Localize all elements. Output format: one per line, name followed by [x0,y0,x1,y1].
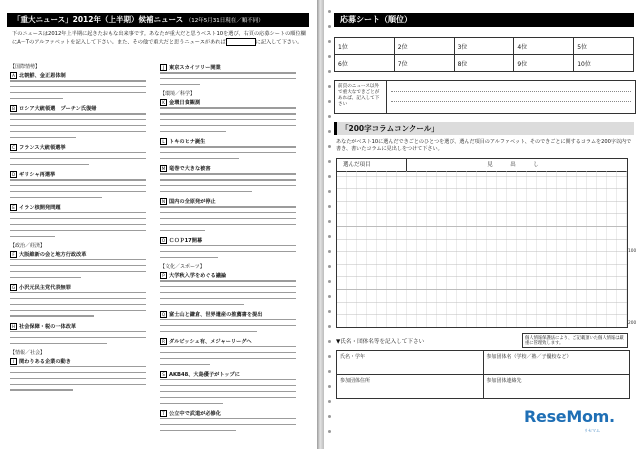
rank-cell[interactable]: 2位 [394,38,454,55]
news-item [160,64,301,89]
news-item-heading [160,138,301,145]
rank-cell[interactable]: 1位 [335,38,395,55]
rank-cell[interactable]: 9位 [514,55,574,72]
news-body-text [160,417,301,435]
news-letter: C [10,144,17,151]
privacy-notice: 個人情報保護法により、ご記載頂いた個人情報は厳重に管理致します。 [522,333,628,348]
center-binding [317,0,324,449]
write-line [391,101,631,102]
punch-hole [328,430,331,433]
news-item-heading [160,165,301,172]
news-item [160,410,301,435]
punch-hole [328,325,331,328]
punch-hole [328,40,331,43]
news-item-heading [160,237,301,244]
selected-item-label: 選んだ項目 [337,159,407,171]
punch-hole [328,310,331,313]
news-item-heading [10,323,151,330]
news-letter: D [11,171,16,177]
punch-hole [328,370,331,373]
resemom-logo: ReseMom. [524,407,615,426]
news-item-heading [10,105,151,112]
news-item-heading [10,72,151,79]
news-body-text [160,279,301,308]
news-body-text [160,244,301,262]
rank-cell[interactable]: 8位 [454,55,514,72]
news-item [160,165,301,196]
name-grade-field[interactable]: 氏名・学年 [337,351,484,375]
news-item [160,99,301,136]
news-body-text [160,345,301,369]
news-title: 関わりある企業の動き [19,358,71,365]
news-letter: P [160,272,167,279]
news-item [10,204,151,241]
form-heading: ▼氏名・団体名等を記入して下さい [336,339,425,345]
headline-label: 見 出 し [487,162,545,168]
punch-hole [328,400,331,403]
news-letter: N [162,198,165,204]
news-letter: S [160,371,167,378]
news-letter: H [11,323,15,329]
news-letter: I [10,358,17,365]
news-item-heading [160,371,301,378]
news-body-text [10,178,151,202]
column-contest-title: 「200字コラムコンクール」 [334,122,634,135]
news-letter: K [160,99,167,106]
punch-hole [328,205,331,208]
instructions: 下のニュースは2012年上半期に起きたおもな出来事です。あなたが重大だと思うベスト10を選び、右頁の応募シートの順位欄にA～Tのアルファベットを記入して下さい。また、その他で重大だと思うニュースがあれば に記入して下さい。 [12,31,306,46]
news-item-heading [160,410,301,417]
news-item [10,251,151,282]
news-item [160,338,301,369]
news-body-text [10,291,151,320]
news-body-text [10,330,151,348]
news-item [160,138,301,163]
news-item [160,237,301,262]
news-title: 北朝鮮、金正恩体制 [19,73,66,79]
group-contact-field[interactable]: 参加団体連絡先 [483,375,630,399]
news-body-text [160,172,301,196]
news-title: 富士山と鎌倉、世界遺産の推薦書を提出 [169,311,263,318]
news-list-title: 「重大ニュース」2012年（上半期）候補ニュース （12年5月31日現在／順不同） [7,13,309,27]
news-column-1 [10,62,151,395]
other-news-label: 前頁のニュース以外で重大なできごとがあれば、記入して下さい [335,81,387,113]
news-title: ロシア大統領選 プーチン氏復帰 [19,105,97,112]
news-section-heading: 【情報／社会】 [10,349,46,356]
news-title: 東京スカイツリー開業 [169,65,221,71]
news-item-heading [160,311,301,318]
news-item-heading [160,99,301,106]
news-item [10,105,151,142]
news-body-text [10,79,151,103]
news-letter: A [10,72,17,79]
ranking-table [334,37,634,72]
punch-hole [328,250,331,253]
news-item [10,72,151,103]
punch-hole [328,355,331,358]
essay-grid[interactable] [336,158,628,328]
punch-hole [328,55,331,58]
punch-hole [328,385,331,388]
news-item-heading [160,64,301,71]
news-item [10,171,151,202]
news-letter: L [160,138,167,145]
column-instructions: あなたがベスト10に選んだできごとのひとつを選び、選んだ項目のアルファベット、そのできごとに関するコラムを200字以内で書き、書いたコラムに見出しをつけて下さい。 [336,139,632,153]
news-item-heading [10,358,151,365]
entrant-form [336,350,630,399]
news-body-text [160,318,301,336]
punch-hole [328,85,331,88]
punch-hole [328,340,331,343]
news-title: トキのヒナ誕生 [169,138,206,145]
entry-sheet-page [324,0,640,449]
char-count-100: 100 [628,249,637,254]
news-title: ギリシャ再選挙 [19,171,56,178]
rank-cell[interactable]: 7位 [394,55,454,72]
news-section-heading: 【政治／経済】 [10,242,46,249]
news-letter: F [10,251,17,258]
news-body-text [10,258,151,282]
punch-holes [324,0,332,449]
punch-hole [328,190,331,193]
news-body-text [10,365,151,394]
news-letter: Q [161,311,166,317]
group-name-field[interactable]: 参加団体名（学校／塾／子優校など） [483,351,630,375]
rank-cell[interactable]: 10位 [574,55,634,72]
news-body-text [10,112,151,141]
punch-hole [328,145,331,148]
news-title: 公立中で武道が必修化 [169,410,221,417]
news-letter: R [160,338,167,345]
news-body-text [160,71,301,89]
resemom-logo-sub: リセマム [584,428,600,433]
news-title: 大阪維新の会と地方行政改革 [19,251,87,258]
group-address-field[interactable]: 参加団体住所 [337,375,484,399]
punch-hole [328,220,331,223]
punch-hole [328,70,331,73]
punch-hole [328,130,331,133]
news-item [10,284,151,321]
other-news-box[interactable] [334,80,636,114]
news-column-2 [160,62,301,435]
news-title: 金環日食観測 [169,100,201,107]
news-body-text [160,378,301,407]
punch-hole [328,415,331,418]
news-body-text [160,145,301,163]
write-line [391,91,631,92]
punch-hole [328,115,331,118]
news-title: 社会保障・税の一体改革 [19,323,77,330]
punch-hole [328,280,331,283]
news-letter: B [10,105,17,112]
news-item [160,371,301,408]
entry-sheet-title: 応募シート（順位） [334,13,634,27]
news-title: 国内の全原発が停止 [169,198,216,205]
news-section-heading: 【国際情勢】 [10,64,41,70]
news-item [10,323,151,348]
news-item-heading [10,171,151,178]
manuscript-lines[interactable] [337,171,627,327]
news-candidate-page [0,0,317,449]
news-title: ダルビッシュ有、メジャーリーグへ [169,338,252,345]
news-item-heading [160,272,301,279]
news-item-heading [160,198,301,205]
news-title: 大学秋入学をめぐる議論 [169,272,227,279]
punch-hole [328,10,331,13]
punch-hole [328,100,331,103]
news-title: イラン核開発問題 [19,204,61,211]
punch-hole [328,265,331,268]
news-item [10,144,151,169]
news-item-heading [10,204,151,211]
punch-hole [328,295,331,298]
news-section-heading: 【文化／スポーツ】 [160,263,205,270]
news-title: AKB48、大島優子がトップに [169,371,240,378]
punch-hole [328,235,331,238]
news-letter: G [11,284,16,290]
news-item [160,272,301,309]
news-title: 竜巻で大きな被害 [169,166,211,173]
punch-hole [328,160,331,163]
news-letter: M [161,166,166,172]
news-letter: O [161,237,166,243]
news-letter: E [10,204,17,211]
rank-cell[interactable]: 5位 [574,38,634,55]
news-title: フランス大統領選挙 [19,144,66,151]
news-item [160,311,301,336]
news-body-text [10,211,151,240]
news-item-heading [10,144,151,151]
blank-box [226,38,256,46]
news-title: ＣＯＰ17開幕 [169,237,203,244]
news-item [10,358,151,395]
news-body-text [10,151,151,169]
rank-cell[interactable]: 3位 [454,38,514,55]
rank-cell[interactable]: 6位 [335,55,395,72]
news-title: 小沢元民主党代表無罪 [19,284,71,291]
news-item-heading [10,251,151,258]
punch-hole [328,175,331,178]
punch-hole [328,25,331,28]
news-letter: T [160,410,167,417]
rank-cell[interactable]: 4位 [514,38,574,55]
news-item-heading [160,338,301,345]
news-body-text [160,205,301,234]
news-item [160,198,301,235]
news-item-heading [10,284,151,291]
news-letter: J [160,64,167,71]
char-count-200: 200 [628,321,637,326]
news-section-heading: 【環境／科学】 [160,91,196,98]
news-body-text [160,106,301,135]
